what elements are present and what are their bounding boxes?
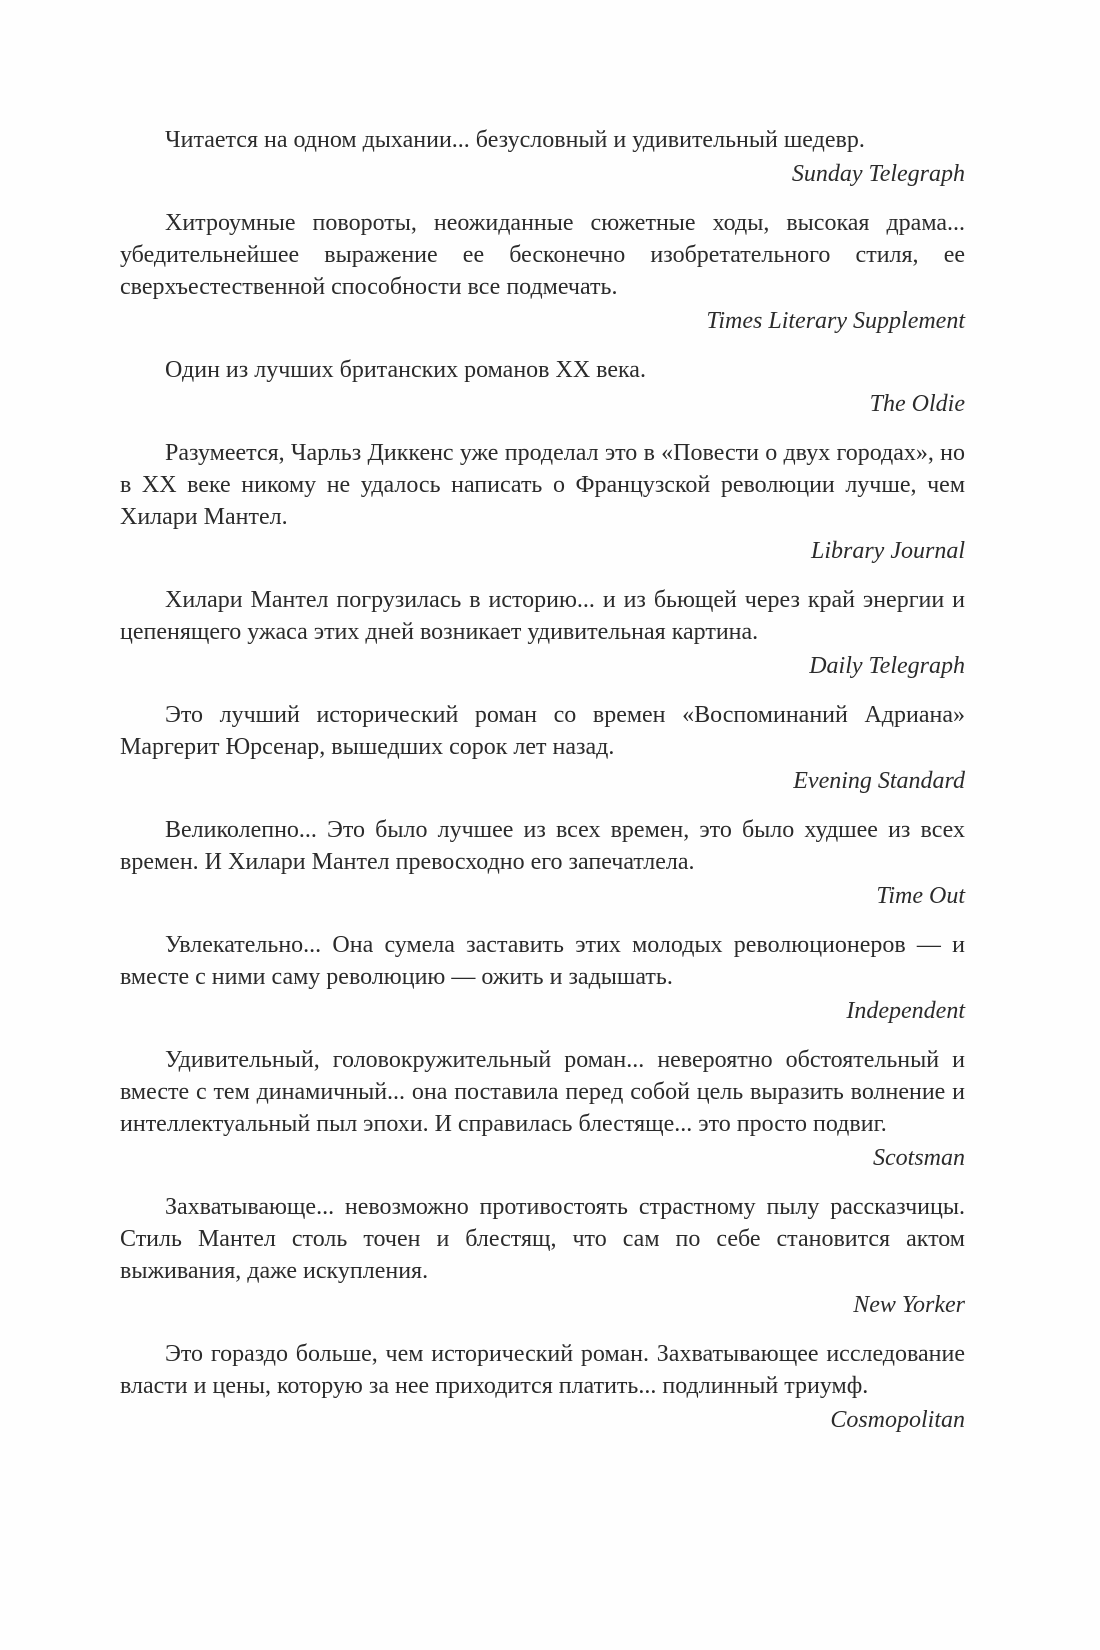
review-source: Daily Telegraph [809, 653, 965, 679]
review-block [120, 1044, 965, 1174]
review-quote: Захватывающе... невозможно противостоять страстному пылу рассказчицы. Стиль Мантел столь точен и блестящ, что сам по себе становится актом выживания, даже искупления. [120, 1194, 965, 1284]
review-source: Library Journal [810, 538, 965, 564]
review-block [120, 207, 965, 337]
review-quote: Читается на одном дыхании... безусловный и удивительный шедевр. [165, 127, 865, 153]
review-block [120, 699, 965, 797]
review-quote: Это лучший исторический роман со времен «Воспоминаний Адриана» Маргерит Юрсенар, вышедших сорок лет назад. [120, 702, 965, 760]
review-source: Times Literary Supplement [706, 308, 965, 334]
review-block [120, 354, 965, 420]
review-quote: Это гораздо больше, чем исторический роман. Захватывающее исследование власти и цены, которую за нее приходится платить... подлинный триумф. [120, 1341, 965, 1399]
review-source: Cosmopolitan [830, 1407, 965, 1433]
review-block [120, 814, 965, 912]
review-block [120, 929, 965, 1027]
review-source: New Yorker [853, 1292, 965, 1318]
review-block [120, 1338, 965, 1436]
review-quote: Один из лучших британских романов XX века. [165, 357, 646, 383]
review-quote: Хитроумные повороты, неожиданные сюжетные ходы, высокая драма... убедительнейшее выражение ее бесконечно изобретательного стиля, ее сверхъестественной способности все подмечать. [120, 210, 965, 300]
review-source: The Oldie [869, 391, 965, 417]
review-block [120, 437, 965, 567]
review-quote: Удивительный, головокружительный роман... невероятно обстоятельный и вместе с тем динамичный... она поставила перед собой цель выразить волнение и интеллектуальный пыл эпохи. И справилась блестяще... это просто подвиг. [120, 1047, 965, 1137]
review-block [120, 124, 965, 190]
review-source: Sunday Telegraph [791, 161, 965, 187]
review-quote: Разумеется, Чарльз Диккенс уже проделал это в «Повести о двух городах», но в XX веке никому не удалось написать о Французской революции лучше, чем Хилари Мантел. [120, 440, 965, 530]
review-quote: Увлекательно... Она сумела заставить этих молодых революционеров — и вместе с ними саму революцию — ожить и задышать. [120, 932, 965, 990]
review-source: Evening Standard [793, 768, 965, 794]
review-source: Time Out [876, 883, 965, 909]
review-quote: Хилари Мантел погрузилась в историю... и из бьющей через край энергии и цепенящего ужаса этих дней возникает удивительная картина. [120, 587, 965, 645]
review-source: Scotsman [873, 1145, 965, 1171]
review-source: Independent [846, 998, 965, 1024]
review-block [120, 584, 965, 682]
review-block [120, 1191, 965, 1321]
review-quote: Великолепно... Это было лучшее из всех времен, это было худшее из всех времен. И Хилари Мантел превосходно его запечатлела. [120, 817, 965, 875]
